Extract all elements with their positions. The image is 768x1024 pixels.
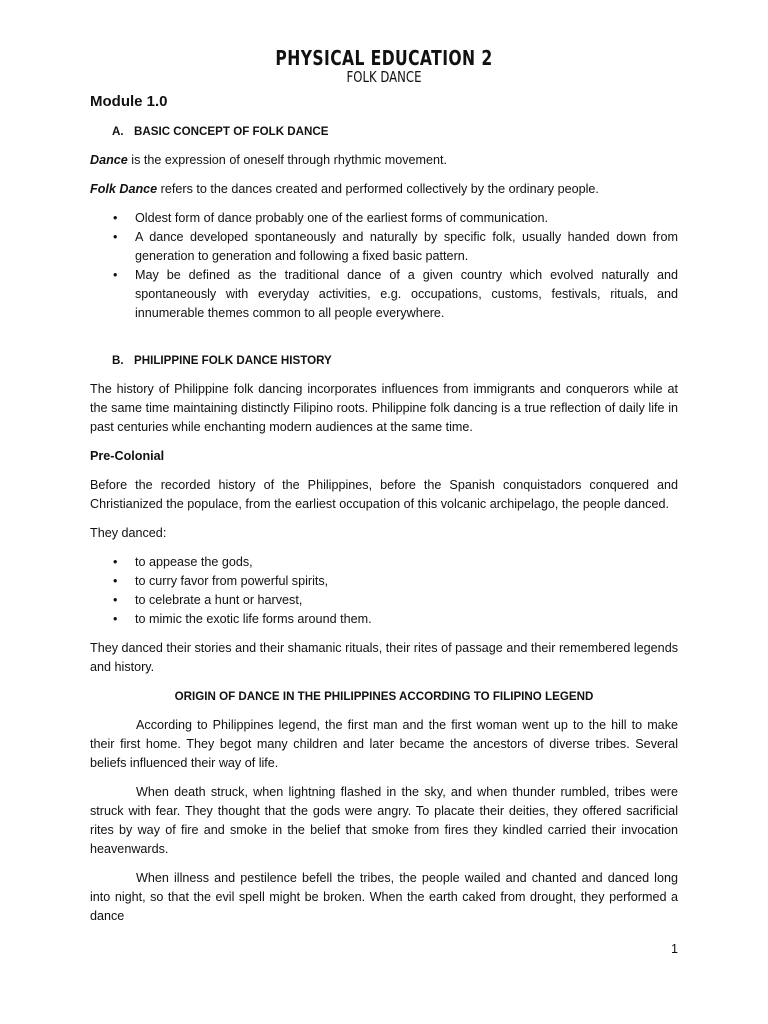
precolonial-text: Before the recorded history of the Philippines, before the Spanish conquistadors conquered and Christianized the populace, from the earliest occupation of this volcanic archipelago, the people danced. <box>90 478 678 511</box>
section-b-heading <box>90 351 678 370</box>
document-subtitle: FOLK DANCE <box>346 68 422 86</box>
section-b-title: PHILIPPINE FOLK DANCE HISTORY <box>134 354 332 367</box>
dance-definition-text: is the expression of oneself through rhythmic movement. <box>127 153 448 167</box>
precolonial-heading: Pre-Colonial <box>90 449 165 463</box>
history-intro: The history of Philippine folk dancing incorporates influences from immigrants and conquerors while at the same time maintaining distinctly Filipino roots. Philippine folk dancing is a true reflection of daily life in past centuries while enchanting modern audiences at the same time. <box>90 382 678 434</box>
they-danced-list <box>90 553 678 629</box>
list-item: • Oldest form of dance probably one of the earliest forms of communication. <box>90 209 678 228</box>
dance-term: Dance <box>90 153 128 167</box>
list-item: • A dance developed spontaneously and naturally by specific folk, usually handed down from generation to generation and following a fixed basic pattern. <box>90 228 678 266</box>
list-item: • to curry favor from powerful spirits, <box>90 572 678 591</box>
document-title: PHYSICAL EDUCATION 2 <box>275 46 493 70</box>
section-a-title: BASIC CONCEPT OF FOLK DANCE <box>134 125 329 138</box>
dance-definition <box>90 151 678 170</box>
legend-paragraph: When illness and pestilence befell the tribes, the people wailed and chanted and danced long into night, so that the evil spell might be broken. When the earth caked from drought, they performed a dance <box>90 871 678 923</box>
section-a-letter: A. <box>112 125 124 138</box>
module-heading: Module 1.0 <box>90 93 168 110</box>
folk-dance-definition <box>90 180 678 199</box>
list-item: • to celebrate a hunt or harvest, <box>90 591 678 610</box>
origin-heading: ORIGIN OF DANCE IN THE PHILIPPINES ACCORDING TO FILIPINO LEGEND <box>174 690 594 703</box>
legend-paragraph: When death struck, when lightning flashed in the sky, and when thunder rumbled, tribes were struck with fear. They thought that the gods were angry. To placate their deities, they offered sacrificial rites by way of fire and smoke in the belief that smoke from fires they kindled carried their invocation heavenwards. <box>90 785 678 856</box>
stories-paragraph: They danced their stories and their shamanic rituals, their rites of passage and their remembered legends and history. <box>90 641 678 674</box>
they-danced-label: They danced: <box>90 526 167 540</box>
document-body <box>90 122 678 936</box>
legend-paragraph: According to Philippines legend, the first man and the first woman went up to the hill to make their first home. They begot many children and later became the ancestors of diverse tribes. Several beliefs influenced their way of life. <box>90 718 678 770</box>
section-a-heading <box>90 122 678 141</box>
section-b-letter: B. <box>112 354 124 367</box>
list-item: • to mimic the exotic life forms around them. <box>90 610 678 629</box>
folk-dance-bullet-list <box>90 209 678 323</box>
folk-dance-term: Folk Dance <box>90 182 158 196</box>
list-item: • May be defined as the traditional dance of a given country which evolved naturally and spontaneously with everyday activities, e.g. occupations, customs, festivals, rituals, and innumerable themes common to all people everywhere. <box>90 266 678 323</box>
folk-dance-definition-text: refers to the dances created and performed collectively by the ordinary people. <box>157 182 599 196</box>
page-number: 1 <box>670 942 678 956</box>
list-item: • to appease the gods, <box>90 553 678 572</box>
